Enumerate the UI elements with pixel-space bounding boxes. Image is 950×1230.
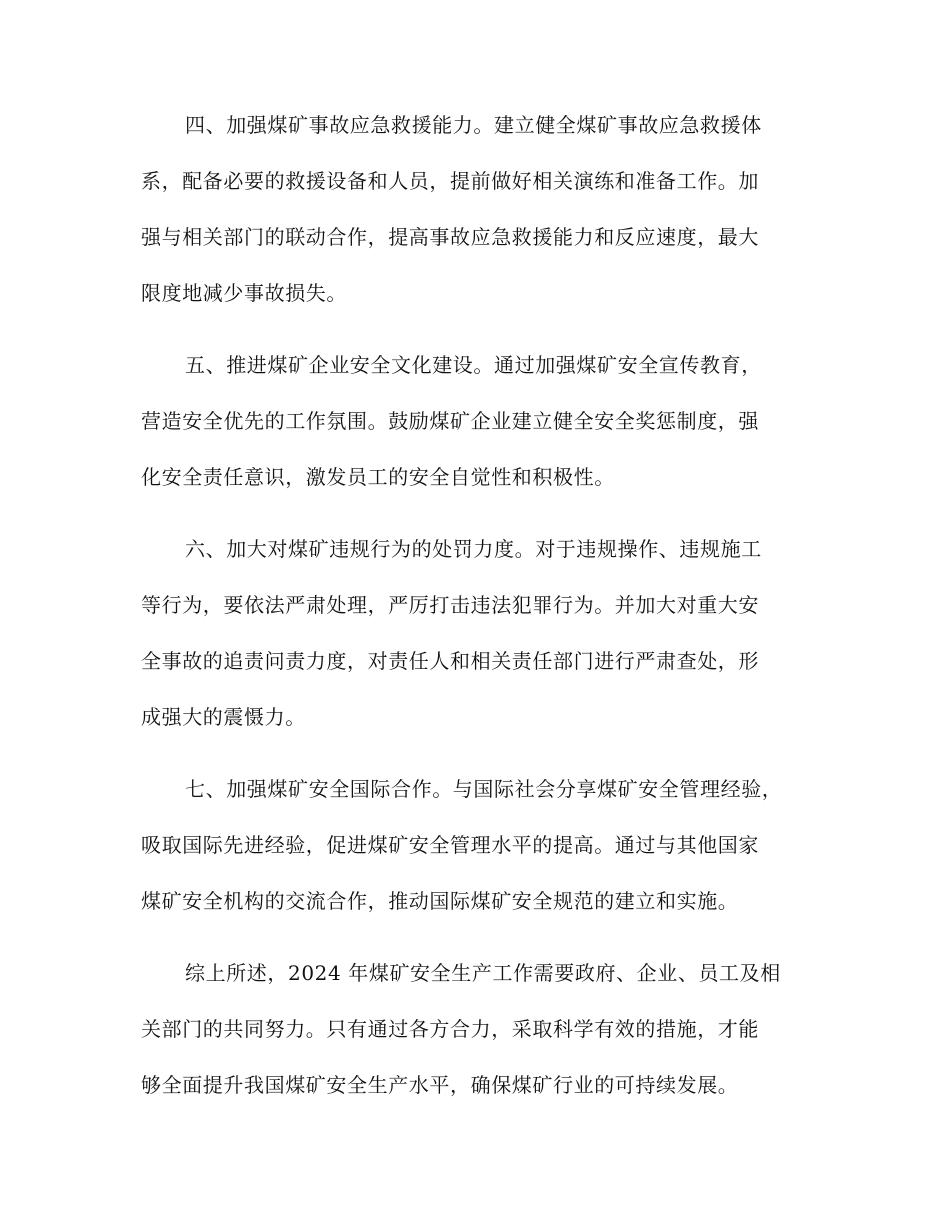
paragraph-5-line-2: 营造安全优先的工作氛围。鼓励煤矿企业建立健全安全奖惩制度，强 bbox=[141, 409, 759, 433]
paragraph-7-line-2: 吸取国际先进经验，促进煤矿安全管理水平的提高。通过与其他国家 bbox=[141, 833, 759, 857]
paragraph-7-line-3: 煤矿安全机构的交流合作，推动国际煤矿安全规范的建立和实施。 bbox=[141, 889, 739, 913]
paragraph-4-line-1: 四、加强煤矿事故应急救援能力。建立健全煤矿事故应急救援体 bbox=[185, 113, 762, 137]
paragraph-6-line-4: 成强大的震慑力。 bbox=[141, 705, 306, 729]
paragraph-5-line-1: 五、推进煤矿企业安全文化建设。通过加强煤矿安全宣传教育， bbox=[185, 353, 762, 377]
paragraph-4-line-3: 强与相关部门的联动合作，提高事故应急救援能力和反应速度，最大 bbox=[141, 225, 759, 249]
paragraph-6-line-2: 等行为，要依法严肃处理，严厉打击违法犯罪行为。并加大对重大安 bbox=[141, 593, 759, 617]
paragraph-7-line-1: 七、加强煤矿安全国际合作。与国际社会分享煤矿安全管理经验， bbox=[185, 777, 783, 801]
paragraph-5-line-3: 化安全责任意识，激发员工的安全自觉性和积极性。 bbox=[141, 465, 615, 489]
summary-line-1: 综上所述，2024 年煤矿安全生产工作需要政府、企业、员工及相 bbox=[185, 961, 781, 985]
paragraph-4-line-2: 系，配备必要的救援设备和人员，提前做好相关演练和准备工作。加 bbox=[141, 169, 759, 193]
paragraph-6-line-1: 六、加大对煤矿违规行为的处罚力度。对于违规操作、违规施工 bbox=[185, 537, 762, 561]
summary-line-3: 够全面提升我国煤矿安全生产水平，确保煤矿行业的可持续发展。 bbox=[141, 1073, 739, 1097]
paragraph-4-line-4: 限度地减少事故损失。 bbox=[141, 281, 347, 305]
paragraph-6-line-3: 全事故的追责问责力度，对责任人和相关责任部门进行严肃查处，形 bbox=[141, 649, 759, 673]
summary-line-2: 关部门的共同努力。只有通过各方合力，采取科学有效的措施，才能 bbox=[141, 1017, 759, 1041]
